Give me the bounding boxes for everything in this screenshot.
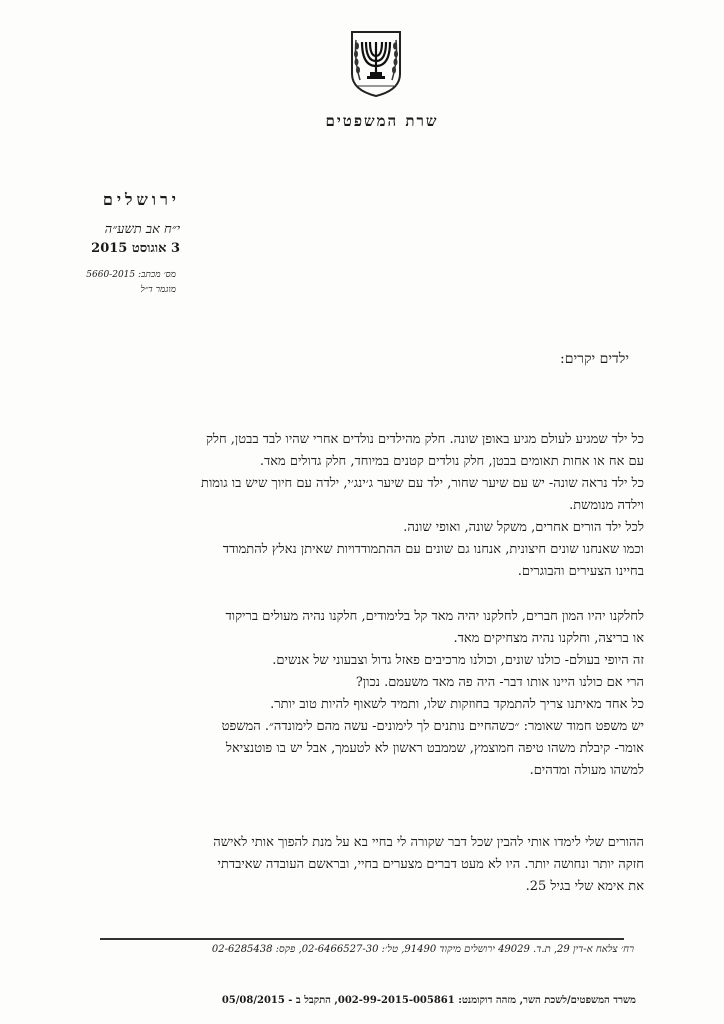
hebrew-date: י״ח אב תשע״ה: [104, 222, 180, 237]
gregorian-date: 3 אוגוסט 2015: [91, 241, 180, 256]
paragraph-line: בחיינו הצעירים והבוגרים.: [517, 564, 644, 579]
ministry-heading: שרת המשפטים: [325, 112, 439, 130]
paragraph-line: ההורים שלי לימדו אותי להבין שכל דבר שקורה לי בחיי בא על מנת להפוך אותי לאישה: [213, 835, 644, 850]
footer-document-id: משרד המשפטים/לשכת השר, מזהה דוקומנט: 002-99-2015-005861, התקבל ב - 05/08/2015: [221, 995, 636, 1006]
paragraph-line: את אימא שלי בגיל 25.: [525, 879, 644, 894]
paragraph-line: לחלקנו יהיו המון חברים, לחלקנו יהיה מאד קל בלימודים, חלקנו נהיה מעולים בריקוד: [225, 609, 644, 624]
paragraph-line: זה היופי בעולם- כולנו שונים, וכולנו מרכיבים פאזל גדול וצבעוני של אנשים.: [272, 653, 644, 668]
paragraph-line: כל ילד שמגיע לעולם מגיע באופן שונה. חלק מהילדים נולדים אחרי שהיו לבד בבטן, חלק: [205, 432, 644, 447]
salutation: ילדים יקרים:: [560, 351, 629, 367]
city-heading: ירושלים: [102, 190, 180, 209]
reference-block: [86, 268, 176, 298]
paragraph-line: או בריצה, וחלקנו נהיה מצחיקים מאד.: [453, 631, 644, 646]
paragraph-line: חזקה יותר ונחושה יותר. היו לא מעט דברים מצערים בחיי, ובראשם העובדה שאיבדתי: [217, 857, 644, 872]
paragraph-line: הרי אם כולנו היינו אותו דבר- היה פה מאד משעמם. נכון?: [355, 675, 644, 690]
reference-number: מס׳ מכתב: 5660-2015: [86, 270, 176, 280]
paragraph-3: [84, 832, 644, 898]
paragraph-line: אומר- קיבלת משהו טיפה חמוצמץ, שממבט ראשון לא לטעמך, אבל יש בו פוטנציאל: [225, 741, 644, 756]
paragraph-1: [84, 429, 644, 583]
paragraph-line: כל אחד מאיתנו צריך להתמקד בחוזקות שלו, ותמיד לשאוף להיות טוב יותר.: [270, 697, 644, 712]
menorah-emblem-icon: [348, 30, 404, 98]
paragraph-line: יש משפט חמוד שאומר: ״כשהחיים נותנים לך לימונים- עשה מהם לימונדה״. המשפט: [221, 719, 644, 734]
paragraph-line: וכמו שאנחנו שונים חיצונית, אנחנו גם שונים עם ההתמודדויות שאיתן נאלץ להתמודד: [222, 542, 644, 557]
paragraph-line: כל ילד נראה שונה- יש עם שיער שחור, ילד עם שיער ג׳ינג׳י, ילדה עם חיוך שיש בו גומות: [201, 476, 644, 491]
paragraph-line: למשהו מעולה ומדהים.: [529, 763, 644, 778]
paragraph-line: לכל ילד הורים אחרים, משקל שונה, ואופי שונה.: [403, 520, 644, 535]
paragraph-line: וילדה מנומשת.: [569, 498, 644, 513]
paragraph-2: [84, 606, 644, 782]
reference-initials: מוגמר ד״ל: [140, 285, 176, 295]
footer-contact: רח׳ צלאח א-דין 29, ת.ד. 49029 ירושלים מיקוד 91490, טל׳: 02-6466527-30, פקס: 02-6285438: [211, 944, 634, 955]
paragraph-line: עם אח או אחות תאומים בבטן, חלק נולדים קטנים במיוחד, חלק גדולים מאד.: [259, 454, 644, 469]
footer-divider: [100, 938, 624, 940]
